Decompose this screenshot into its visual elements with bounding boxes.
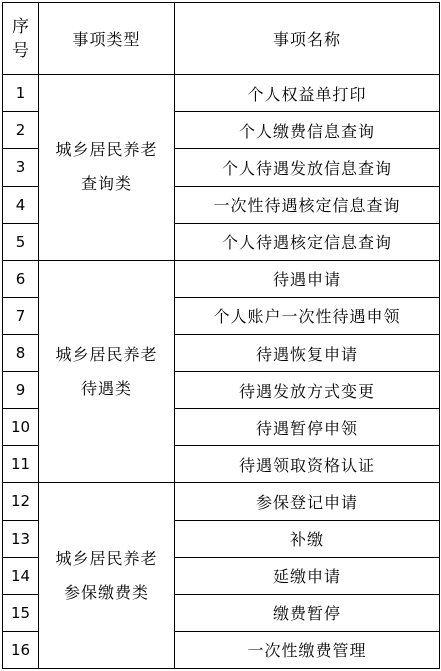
item-name-cell: 个人待遇核定信息查询 [175, 223, 440, 260]
serial-number-cell: 15 [3, 594, 39, 631]
table-row [3, 483, 440, 520]
item-name-cell: 待遇恢复申请 [175, 334, 440, 371]
item-type-line-1: 城乡居民养老 [55, 140, 158, 160]
serial-number-cell: 8 [3, 334, 39, 371]
serial-number-cell: 10 [3, 409, 39, 446]
item-type-line-1: 城乡居民养老 [55, 344, 158, 364]
item-type-cell [39, 75, 175, 261]
item-name-cell: 参保登记申请 [175, 483, 440, 520]
item-name-cell: 待遇领取资格认证 [175, 446, 440, 483]
item-name-cell: 个人缴费信息查询 [175, 112, 440, 149]
item-type-line-2: 查询类 [80, 174, 132, 194]
serial-number-cell: 5 [3, 223, 39, 260]
item-type-line-2: 参保缴费类 [63, 582, 149, 602]
header-row [3, 3, 440, 75]
item-name-cell: 缴费暂停 [175, 594, 440, 631]
serial-number-cell: 16 [3, 631, 39, 668]
serial-number-cell: 2 [3, 112, 39, 149]
item-type-cell [39, 260, 175, 483]
item-name-cell: 待遇暂停申领 [175, 409, 440, 446]
item-type-line-2: 待遇类 [80, 378, 132, 398]
item-type-cell [39, 483, 175, 669]
header-item-name: 事项名称 [175, 3, 440, 75]
serial-number-cell: 3 [3, 149, 39, 186]
header-serial-line-1: 序 [12, 16, 29, 37]
header-serial-line-2: 号 [12, 40, 29, 61]
serial-number-cell: 9 [3, 372, 39, 409]
serial-number-cell: 12 [3, 483, 39, 520]
item-name-cell: 个人待遇发放信息查询 [175, 149, 440, 186]
item-name-cell: 补缴 [175, 520, 440, 557]
service-items-table [2, 2, 440, 669]
serial-number-cell: 13 [3, 520, 39, 557]
serial-number-cell: 14 [3, 557, 39, 594]
serial-number-cell: 7 [3, 297, 39, 334]
item-name-cell: 个人账户一次性待遇申领 [175, 297, 440, 334]
table-row [3, 260, 440, 297]
serial-number-cell: 4 [3, 186, 39, 223]
item-name-cell: 个人权益单打印 [175, 75, 440, 112]
table-body [3, 3, 440, 669]
item-name-cell: 待遇申请 [175, 260, 440, 297]
item-name-cell: 一次性待遇核定信息查询 [175, 186, 440, 223]
item-name-cell: 延缴申请 [175, 557, 440, 594]
serial-number-cell: 1 [3, 75, 39, 112]
serial-number-cell: 11 [3, 446, 39, 483]
item-type-line-1: 城乡居民养老 [55, 548, 158, 568]
table-row [3, 75, 440, 112]
header-item-type: 事项类型 [39, 3, 175, 75]
item-name-cell: 一次性缴费管理 [175, 631, 440, 668]
item-name-cell: 待遇发放方式变更 [175, 372, 440, 409]
serial-number-cell: 6 [3, 260, 39, 297]
header-serial-number [3, 3, 39, 75]
